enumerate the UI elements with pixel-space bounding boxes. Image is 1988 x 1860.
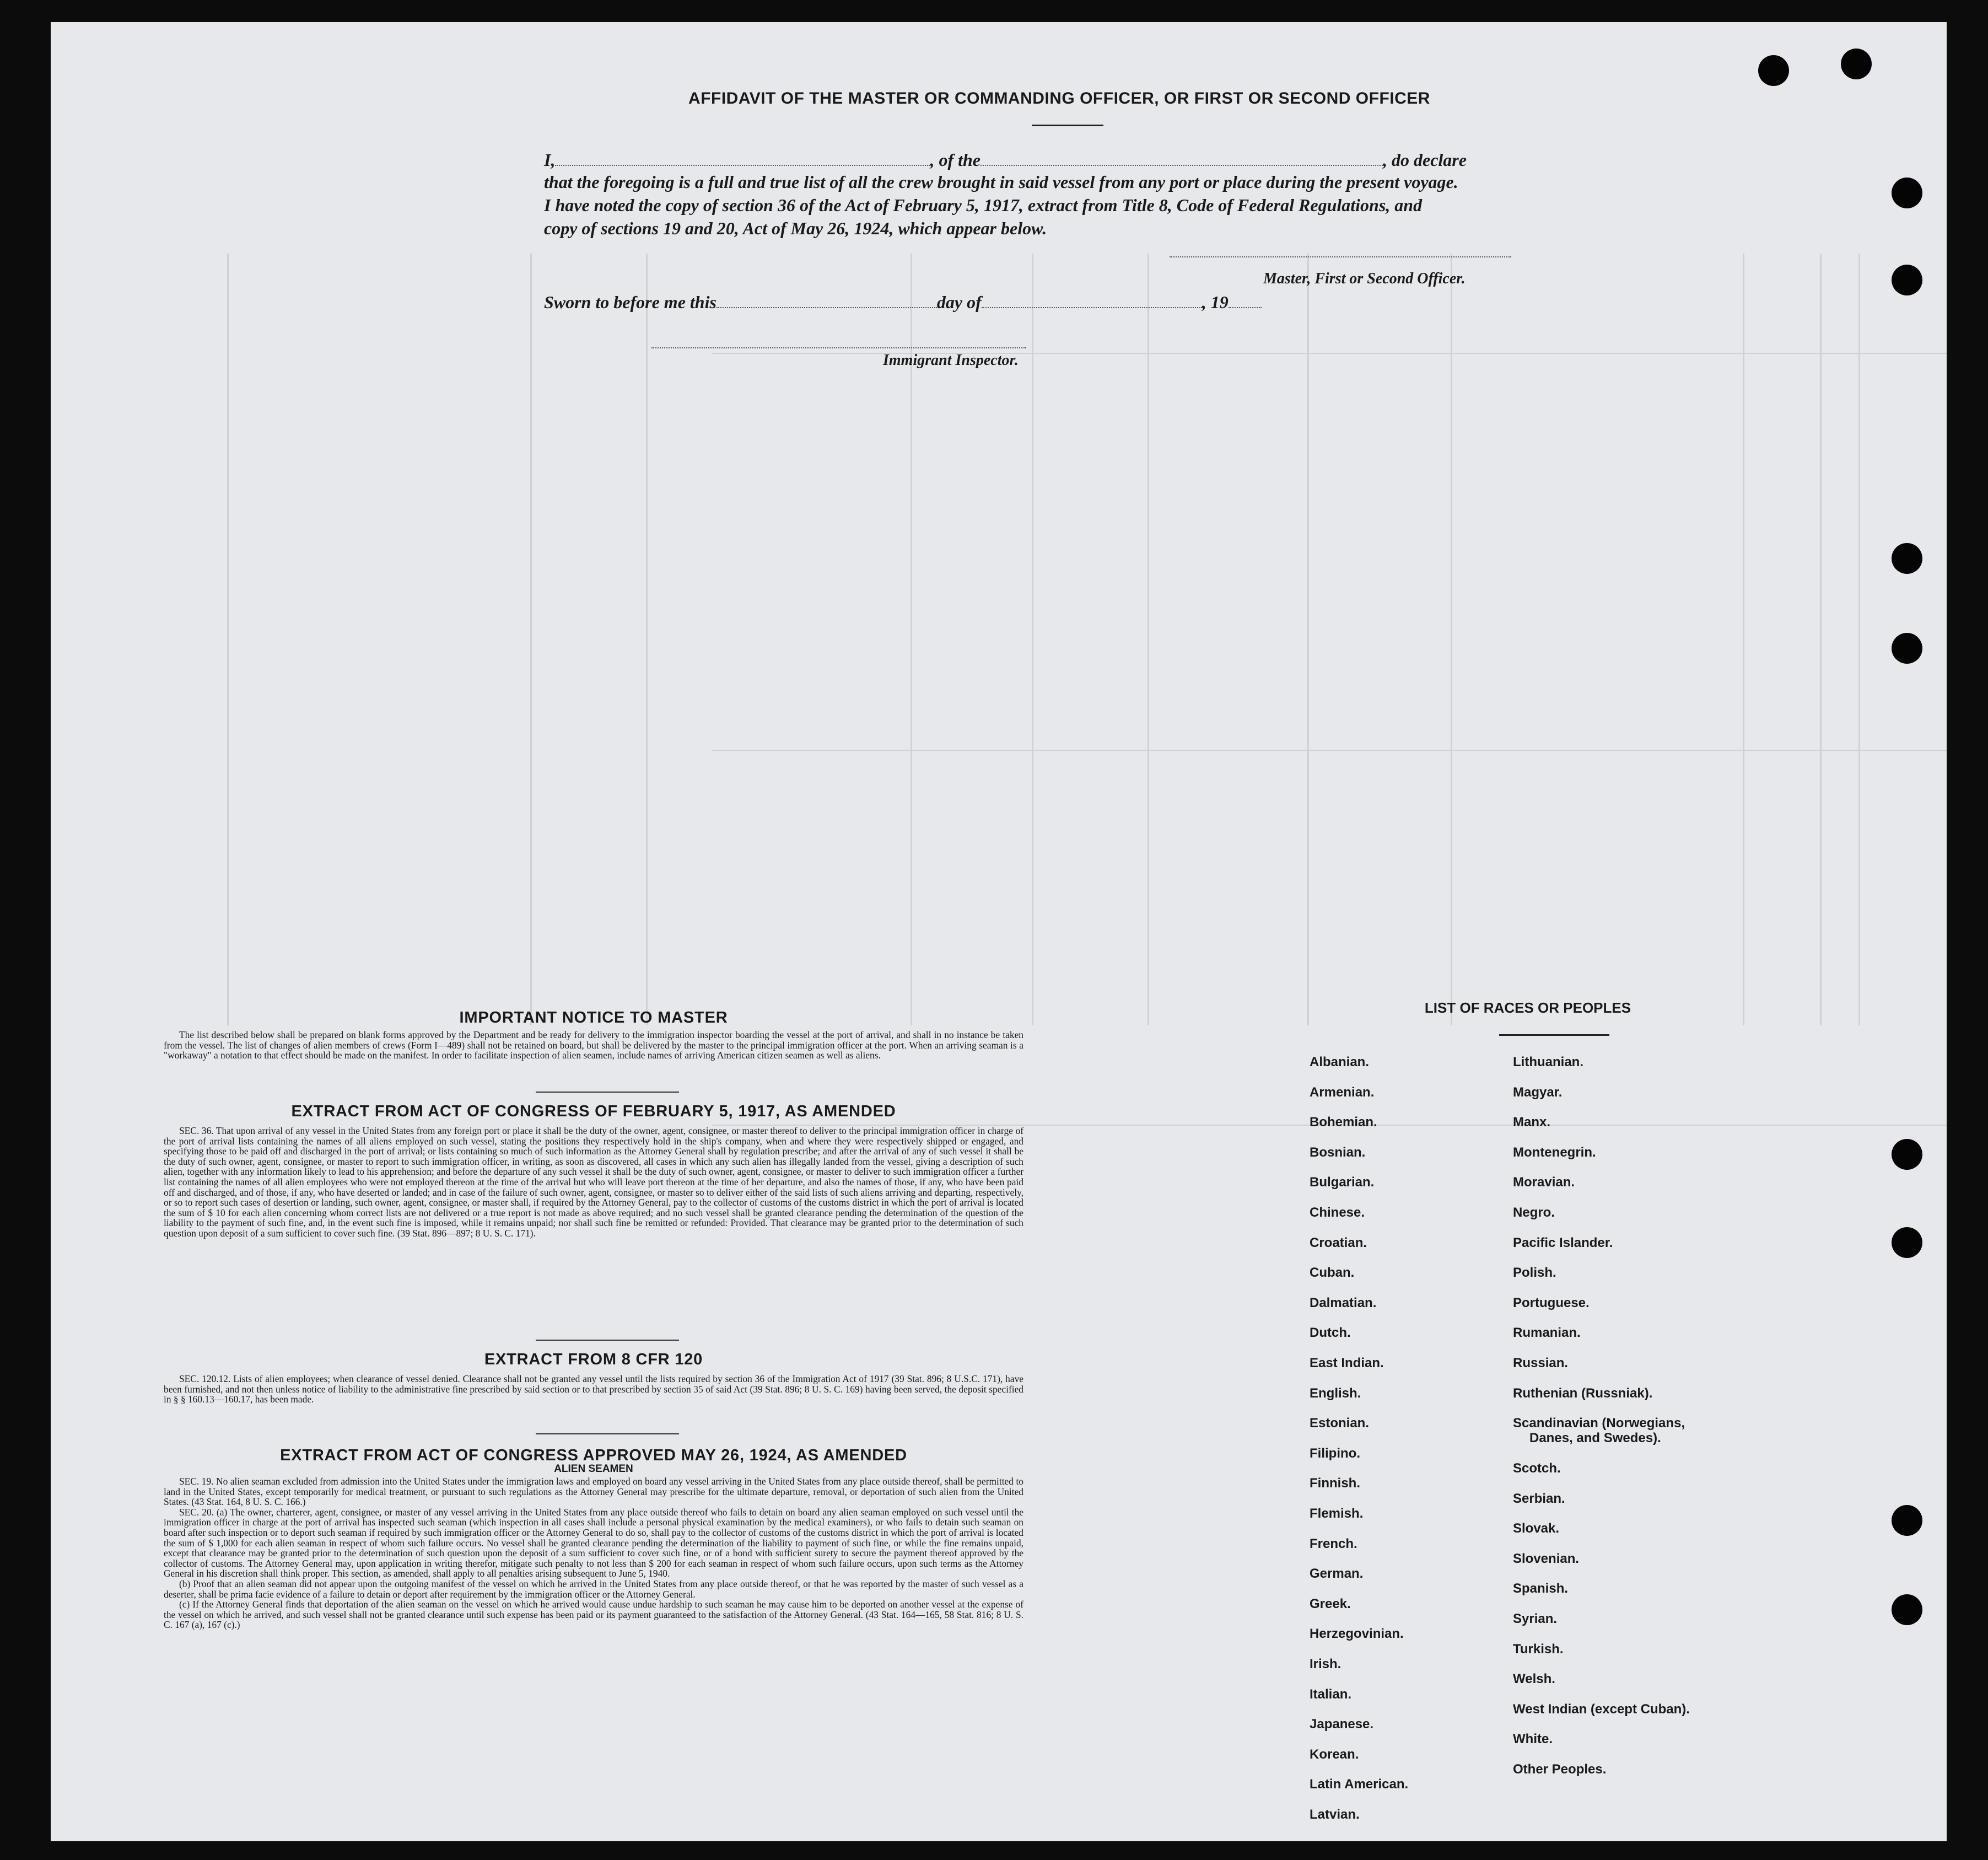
affidavit-declare-line — [544, 150, 1558, 170]
race-item: Albanian. — [1310, 1055, 1370, 1069]
extract-8cfr-text — [164, 1374, 1023, 1405]
race-item: East Indian. — [1310, 1356, 1384, 1370]
notice-text — [164, 1030, 1023, 1061]
race-item: Rumanian. — [1513, 1325, 1581, 1340]
race-item: Dalmatian. — [1310, 1295, 1377, 1310]
master-caption: Master, First or Second Officer. — [1263, 270, 1466, 287]
race-item: Other Peoples. — [1513, 1762, 1607, 1777]
race-item: Latvian. — [1310, 1807, 1360, 1822]
race-item: Estonian. — [1310, 1416, 1370, 1431]
sworn-label: Sworn to before me this — [544, 292, 716, 312]
sworn-line — [544, 292, 1558, 313]
race-item: Lithuanian. — [1513, 1055, 1583, 1069]
sec-20b-paragraph: (b) Proof that an alien seaman did not appear upon the outgoing manifest of the vessel on which he arrived in the United States from any place outside thereof, or that he was reported by the master of such vessel as a deserter, shall be prima facie evidence of a failure to detain or deport after requirement by the immigration officer or the Attorney General. — [164, 1578, 1023, 1600]
race-item: Ruthenian (Russniak). — [1513, 1386, 1653, 1401]
race-item: German. — [1310, 1566, 1364, 1581]
extract-1917-title: EXTRACT FROM ACT OF CONGRESS OF FEBRUARY 5, 1917, AS AMENDED — [291, 1103, 896, 1120]
race-item: Serbian. — [1513, 1491, 1565, 1506]
separator — [536, 1092, 679, 1093]
race-item: Dutch. — [1310, 1325, 1351, 1340]
race-item: Cuban. — [1310, 1265, 1355, 1280]
race-item: French. — [1310, 1536, 1357, 1551]
race-item: Latin American. — [1310, 1777, 1409, 1792]
race-item: Welsh. — [1513, 1671, 1555, 1686]
affidavit-line-3: I have noted the copy of section 36 of the Act of February 5, 1917, extract from Title 8, Code of Federal Regulations, and — [544, 195, 1423, 215]
race-item: Turkish. — [1513, 1642, 1564, 1657]
race-item: Korean. — [1310, 1747, 1359, 1762]
race-item: English. — [1310, 1386, 1361, 1401]
race-item: Syrian. — [1513, 1611, 1558, 1626]
race-item: White. — [1513, 1732, 1553, 1746]
races-title-rule — [1499, 1034, 1609, 1036]
race-item: Negro. — [1513, 1205, 1555, 1220]
race-item: Chinese. — [1310, 1205, 1365, 1220]
race-item: Slovenian. — [1513, 1551, 1580, 1566]
name-blank[interactable] — [555, 152, 930, 166]
race-item: Portuguese. — [1513, 1295, 1590, 1310]
extract-1924-title: EXTRACT FROM ACT OF CONGRESS APPROVED MAY 26, 1924, AS AMENDED — [280, 1447, 907, 1464]
document-page — [51, 22, 1947, 1841]
extract-1924-text — [164, 1476, 1023, 1630]
race-item: Scandinavian (Norwegians, — [1513, 1416, 1685, 1431]
race-item: Filipino. — [1310, 1446, 1360, 1461]
sworn-year-blank[interactable] — [1229, 294, 1262, 308]
race-item: Greek. — [1310, 1596, 1351, 1611]
affidavit-line-4: copy of sections 19 and 20, Act of May 26, 1924, which appear below. — [544, 218, 1047, 238]
race-item: Danes, and Swedes). — [1529, 1431, 1661, 1445]
race-item: Montenegrin. — [1513, 1145, 1596, 1160]
affidavit-declare-label: , do declare — [1383, 150, 1467, 170]
sec-19-paragraph: SEC. 19. No alien seaman excluded from admission into the United States under the immigration laws and employed on board any vessel arriving in the United States from any place outside thereof, shall be permitted to land in the United States, except temporarily for medical treatment, or pursuant to such regulations as the Attorney General may prescribe for the ultimate departure, removal, or deportation of such alien from the United States. (43 Stat. 164, 8 U. S. C. 166.) — [164, 1476, 1023, 1508]
race-item: Spanish. — [1513, 1581, 1569, 1596]
race-item: Croatian. — [1310, 1235, 1367, 1250]
extract-1917-text — [164, 1126, 1023, 1239]
year-label: , 19 — [1202, 292, 1229, 312]
sec-20a-paragraph: SEC. 20. (a) The owner, charterer, agent, consignee, or master of any vessel arriving in the United States from any place outside thereof who fails to detain on board any alien seaman employed on such vessel until the immigration officer in charge at the port of arrival has inspected such seaman (which inspection in all cases shall include a personal physical examination by the medical examiners), or who fails to detain such seaman on board after such inspection or to deport such seaman if required by such immigration officer or the Attorney General to do so, shall pay to the collector of customs of the customs district in which the port of arrival is located the sum of $ 1,000 for each alien seaman in respect of whom such failure occurs. No vessel shall be granted clearance pending the determination of the liability to payment of such fine, or while the fine remains unpaid, except that clearance may be granted prior to the determination of such question upon the deposit of a sum sufficient to cover such fine, or of a bond with sufficient surety to secure the payment thereof approved by the collector of customs. The Attorney General may, upon application in writing therefor, mitigate such penalty to not less than $ 200 for each seaman in respect of whom such failure occurs, upon such terms as the Attorney General in his discretion shall think proper. This section, as amended, shall apply to all penalties arising subsequent to June 5, 1940. — [164, 1506, 1023, 1579]
race-item: West Indian (except Cuban). — [1513, 1702, 1690, 1717]
race-item: Russian. — [1513, 1356, 1569, 1370]
race-item: Irish. — [1310, 1657, 1342, 1671]
separator — [536, 1433, 679, 1434]
race-item: Finnish. — [1310, 1476, 1360, 1491]
race-item: Manx. — [1513, 1115, 1551, 1130]
sworn-month-blank[interactable] — [982, 294, 1202, 308]
race-item: Armenian. — [1310, 1085, 1375, 1100]
affidavit-title: AFFIDAVIT OF THE MASTER OR COMMANDING OFFICER, OR FIRST OR SECOND OFFICER — [688, 89, 1430, 107]
race-item: Italian. — [1310, 1687, 1352, 1702]
sec-20c-paragraph: (c) If the Attorney General finds that deportation of the alien seaman on the vessel on which he arrived would cause undue hardship to such seaman he may cause him to be deported on another vessel at the expense of the vessel on which he arrived, and such vessel shall not be granted clearance until such expense has been paid or its payment guaranteed to the satisfaction of the Attorney General. (43 Stat. 164—165, 58 Stat. 816; 8 U. S. C. 167 (a), 167 (c).) — [164, 1599, 1023, 1631]
sworn-day-blank[interactable] — [716, 294, 937, 308]
separator — [536, 1340, 679, 1341]
race-item: Pacific Islander. — [1513, 1235, 1613, 1250]
affidavit-line-2: that the foregoing is a full and true list of all the crew brought in said vessel from any port or place during the present voyage. — [544, 172, 1458, 192]
affidavit-i-label: I, — [544, 150, 556, 170]
race-item: Japanese. — [1310, 1717, 1374, 1732]
race-item: Scotch. — [1513, 1461, 1561, 1476]
race-item: Moravian. — [1513, 1175, 1575, 1190]
notice-paragraph: The list described below shall be prepared on blank forms approved by the Department and be ready for delivery to the immigration inspector boarding the vessel at the port of arrival, and shall in no instance be taken from the vessel. The list of changes of alien members of crews (Form I—489) shall not be retained on board, but shall be delivered by the master to the principal immigration officer at the port. When an arriving seaman is a "workaway" a notation to that effect should be made on the manifest. In order to facilitate inspection of alien seamen, include names of arriving American citizen seamen as well as aliens. — [164, 1029, 1023, 1061]
race-item: Flemish. — [1310, 1506, 1364, 1521]
day-of-label: day of — [936, 292, 982, 312]
races-list-title: LIST OF RACES OR PEOPLES — [1424, 999, 1631, 1016]
sec-120-12-paragraph: SEC. 120.12. Lists of alien employees; when clearance of vessel denied. Clearance shall not be granted any vessel until the lists required by section 36 of the Immigration Act of 1917 (39 Stat. 896; 8 U.S.C. 171), have been furnished, and not then unless notice of liability to the administrative fine prescribed by said section or to that prescribed by section 35 of said Act (39 Stat. 896; 8 U. S. C. 169) having been served, the deposit specified in § § 160.13—160.17, has been made. — [164, 1373, 1023, 1405]
vessel-blank[interactable] — [980, 152, 1383, 166]
race-item: Bohemian. — [1310, 1115, 1377, 1130]
race-item: Bosnian. — [1310, 1145, 1366, 1160]
affidavit-of-label: , of the — [930, 150, 980, 170]
inspector-signature-line[interactable] — [651, 347, 1026, 348]
inspector-caption: Immigrant Inspector. — [883, 352, 1019, 369]
notice-title: IMPORTANT NOTICE TO MASTER — [459, 1009, 728, 1026]
race-item: Magyar. — [1513, 1085, 1563, 1100]
race-item: Polish. — [1513, 1265, 1556, 1280]
sec-36-paragraph: SEC. 36. That upon arrival of any vessel in the United States from any foreign port or place it shall be the duty of the owner, agent, consignee, or master thereof to deliver to the principal immigration officer in charge of the port of arrival lists containing the names of all aliens employed on such vessel, stating the positions they respectively hold in the ship's company, when and where they were respectively shipped or engaged, and specifying those to be paid off and discharged in the port of arrival; or lists containing so much of such information as the Attorney General shall by regulation prescribe; and after the arrival of any of such vessel it shall be the duty of such owner, agent, consignee, or master to report to such immigration officer, in writing, as soon as discovered, all cases in which any such alien has illegally landed from the vessel, giving a description of such alien, together with any information likely to lead to his apprehension; and before the departure of any such vessel it shall be the duty of such owner, agent, consignee, or master to deliver to such immigration officer a further list containing the names of all alien employees who were not employed thereon at the time of the arrival but who will leave port thereon at the time of her departure, and also the names of those, if any, who have been paid off and discharged, and of those, if any, who have deserted or landed; and in case of the failure of such owner, agent, consignee, or master so to deliver either of the said lists of such aliens arriving and departing, respectively, or so to report such cases of desertion or landing, such owner, agent, consignee, or master shall, if required by the Attorney General, pay to the collector of customs of the customs district in which the port of arrival is located the sum of $ 10 for each alien concerning whom correct lists are not delivered or a true report is not made as above required; and no such vessel shall be granted clearance pending the determination of the question of the liability to the payment of such fine, and, in the event such fine is imposed, while it remains unpaid; nor shall such fine be remitted or refunded: Provided. That clearance may be granted prior to the determination of such question upon deposit of a sum sufficient to cover such fine. (39 Stat. 896—897; 8 U. S. C. 171). — [164, 1125, 1023, 1239]
race-item: Slovak. — [1513, 1521, 1560, 1536]
master-signature-line[interactable] — [1170, 256, 1511, 257]
alien-seamen-subtitle: ALIEN SEAMEN — [554, 1463, 633, 1475]
affidavit-title-rule — [1032, 125, 1103, 126]
race-item: Bulgarian. — [1310, 1175, 1375, 1190]
extract-8cfr-title: EXTRACT FROM 8 CFR 120 — [484, 1351, 703, 1368]
race-item: Herzegovinian. — [1310, 1626, 1404, 1641]
